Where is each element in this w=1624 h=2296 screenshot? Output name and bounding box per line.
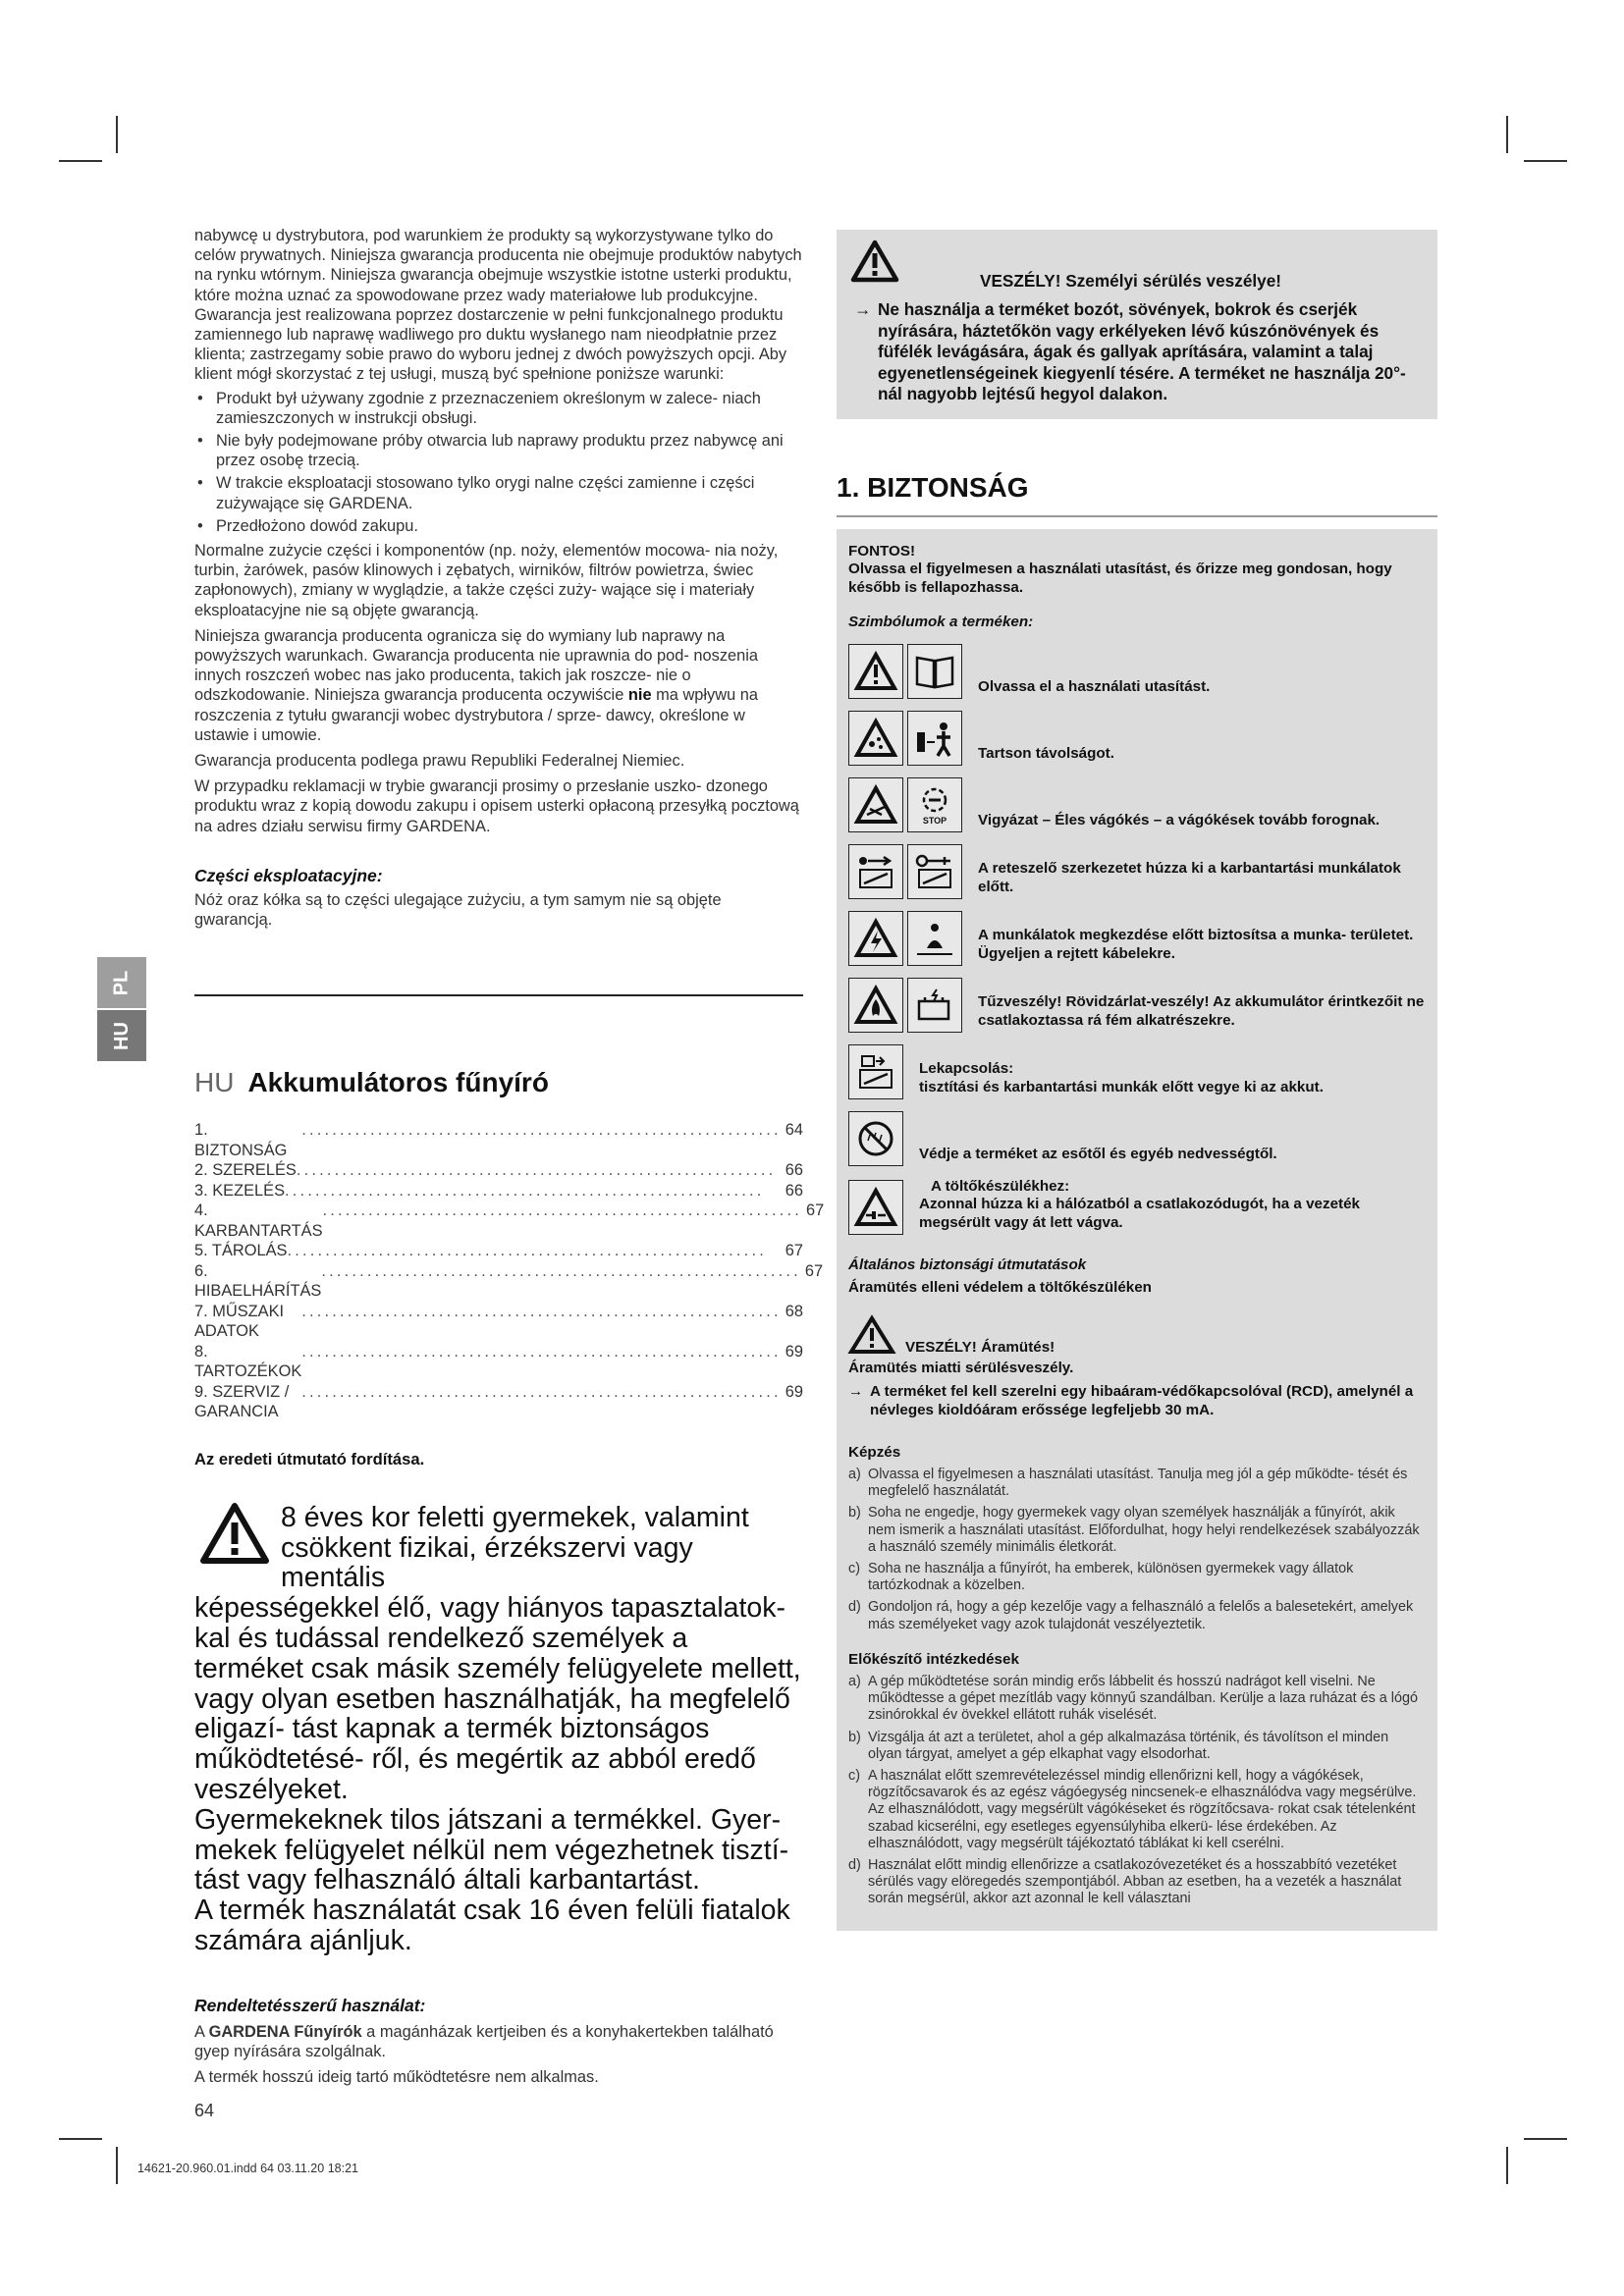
hidden-cable-icon xyxy=(907,911,962,966)
rotating-blade-stop-icon xyxy=(907,777,962,832)
print-footer: 14621-20.960.01.indd 64 03.11.20 18:21 xyxy=(137,2162,358,2175)
preparation-title: Előkészítő intézkedések xyxy=(848,1650,1019,1668)
crop-mark xyxy=(116,116,118,153)
important-text: Olvassa el figyelmesen a használati utasítást, és őrizze meg gondosan, hogy később is fellapozhassa. xyxy=(848,561,1392,597)
crop-mark xyxy=(1524,160,1567,162)
symbol-row: A munkálatok megkezdése előtt biztosítsa a munka- területet. Ügyeljen a rejtett kábelekre. xyxy=(848,911,1426,966)
toc-row[interactable]: 4. KARBANTARTÁS ............................................................... 67 xyxy=(194,1201,825,1240)
danger-text: → Ne használja a terméket bozót, sövények, bokrok és cserjék nyírására, háztetőkön vagy erkélyeken lévő kúszónövények és füfélék levágására, ágak és gallyak aprítására, valamint a talaj egyenetlenségeinek kiegyenlí tésére. A terméket ne használja 20°-nál nagyobb lejtésű hegyol dalakon. xyxy=(854,299,1420,405)
claim-paragraph: W przypadku reklamacji w trybie gwarancji prosimy o przesłanie uszko- dzonego produktu wraz z kopią dowodu zakupu i opisem usterki opłaconą przesyłką pocztową na adres działu serwisu firmy GARDENA. xyxy=(194,777,799,835)
list-item: • Nie były podejmowane próby otwarcia lub naprawy produktu przez nabywcę ani przez osobę trzecią. xyxy=(194,431,803,470)
wear-parts-title: Części eksploatacyjne: xyxy=(194,865,383,885)
danger-title: VESZÉLY! Személyi sérülés veszélye! xyxy=(980,271,1281,291)
divider xyxy=(194,994,803,996)
toc-row[interactable]: 3. KEZELÉS ............................................................... 66 xyxy=(194,1181,803,1200)
toc-row[interactable]: 5. TÁROLÁS ............................................................... 67 xyxy=(194,1242,803,1260)
toc-row[interactable]: 6. HIBAELHÁRÍTÁS ............................................................... 67 xyxy=(194,1261,824,1301)
page-number: 64 xyxy=(194,2101,215,2120)
toc-row[interactable]: 8. TARTOZÉKOK ............................................................... 69 xyxy=(194,1342,804,1381)
fire-hazard-icon xyxy=(848,978,903,1033)
important-label: FONTOS! xyxy=(848,542,916,560)
toc-row[interactable]: 2. SZERELÉS ............................................................... 66 xyxy=(194,1161,803,1180)
remove-battery-icon xyxy=(848,1044,903,1099)
training-list xyxy=(848,1467,1426,1633)
battery-contact-icon xyxy=(907,978,962,1033)
law-paragraph: Gwarancja producenta podlega prawu Republiki Federalnej Niemiec. xyxy=(194,752,685,771)
keep-distance-icon xyxy=(907,711,962,766)
limitation-paragraph: Niniejsza gwarancja producenta ogranicza się do wymiany lub naprawy na powyższych warunkach. Gwarancja producenta nie uprawnia do pod- noszenia innych roszczeń wobec nas jako producenta, takich jak roszcze- nie o odszkodowanie. Niniejsza gwarancja producenta oczywiście nie ma wpływu na roszczenia z tytułu gwarancji wobec dystrybutora / sprze- dawcy, określone w ustawie i umowie. xyxy=(194,626,759,744)
warning-icon xyxy=(848,1315,895,1360)
wear-paragraph: Normalne zużycie części i komponentów (np. noży, elementów mocowa- nia noży, turbin, żarówek, pasów klinowych i zębatych, wirników, filtrów powietrza, świec zapłonowych), zmiany w wyglądzie, a także części zuży- wające się i materiały eksploatacyjne nie są objęte gwarancją. xyxy=(194,542,779,619)
remove-key-icon xyxy=(848,844,903,899)
toc-row[interactable]: 9. SZERVIZ / GARANCIA ............................................................... 69 xyxy=(194,1382,803,1421)
list-item: b) Vizsgálja át azt a területet, ahol a gép alkalmazása történik, és távolítson el minden olyan tárgyat, amelyet a gép elkaphat vagy elsodorhat. xyxy=(848,1729,1389,1762)
list-item: • W trakcie eksploatacji stosowano tylko orygi nalne części zamienne i części zużywające się GARDENA. xyxy=(194,473,803,512)
shock-protection-subtitle: Áramütés elleni védelem a töltőkészüléken xyxy=(848,1278,1152,1296)
symbol-row: A reteszelő szerkezetet húzza ki a karbantartási munkálatok előtt. xyxy=(848,844,1426,899)
symbol-row: Tűzveszély! Rövidzárlat-veszély! Az akkumulátor érintkezőit ne csatlakoztassa rá fém alkatrészekre. xyxy=(848,978,1426,1033)
svg-text:STOP: STOP xyxy=(922,815,947,826)
left-column xyxy=(194,226,825,2087)
list-item: a) Olvassa el figyelmesen a használati utasítást. Tanulja meg jól a gép működte- tését és megfelelő használatát. xyxy=(848,1467,1408,1500)
manual-book-icon xyxy=(907,644,962,699)
general-safety-title: Általános biztonsági útmutatások xyxy=(848,1256,1087,1274)
unplug-charger-icon xyxy=(848,1180,903,1235)
blade-hazard-icon xyxy=(848,777,903,832)
intended-use-title: Rendeltetésszerű használat: xyxy=(194,1995,426,2015)
shock-warning: VESZÉLY! Áramütés! xyxy=(848,1315,1426,1360)
crop-mark xyxy=(59,2138,102,2140)
shock-instruction: → A terméket fel kell szerelni egy hibaáram-védőkapcsolóval (RCD), amelynél a névleges kioldóáram erőssége legfeljebb 30 mA. xyxy=(848,1383,1414,1419)
table-of-contents xyxy=(194,1120,825,1422)
symbol-row: A töltőkészülékhez: Azonnal húzza ki a hálózatból a csatlakozódugót, ha a vezeték megsérült vagy át lett vágva. xyxy=(848,1178,1426,1235)
safety-box xyxy=(837,529,1437,1931)
warning-icon xyxy=(848,644,903,699)
crop-mark xyxy=(1506,116,1508,153)
symbol-row: STOP Vigyázat – Éles vágókés – a vágókések tovább forognak. xyxy=(848,777,1426,832)
no-rain-icon xyxy=(848,1111,903,1166)
crop-mark xyxy=(1524,2138,1567,2140)
electric-hazard-icon xyxy=(848,911,903,966)
list-item: b) Soha ne engedje, hogy gyermekek vagy olyan személyek használják a fűnyírót, akik nem ismerik a használati utasítást. Előfordulhat, hogy helyi rendelkezések szabályozzák a használó személy minimális életkorát. xyxy=(848,1505,1420,1555)
shock-risk: Áramütés miatti sérülésveszély. xyxy=(848,1359,1074,1376)
intended-use-text: A GARDENA Fűnyírók a magánházak kertjeiben és a konyhakertekben található gyep nyírására szolgálnak. xyxy=(194,2022,774,2060)
warning-icon xyxy=(850,240,899,288)
training-title: Képzés xyxy=(848,1444,901,1462)
list-item: c) Soha ne használja a fűnyírót, ha emberek, különösen gyermekek vagy állatok tartózkodnak a közelben. xyxy=(848,1561,1354,1594)
tab-hu[interactable]: HU xyxy=(97,1010,146,1061)
debris-hazard-icon xyxy=(848,711,903,766)
symbols-title: Szimbólumok a terméken: xyxy=(848,613,1034,630)
crop-mark xyxy=(116,2147,118,2184)
warranty-conditions xyxy=(194,389,803,536)
preparation-list xyxy=(848,1674,1426,1908)
list-item: • Przedłożono dowód zakupu. xyxy=(194,516,803,536)
page-title: HU Akkumulátoros fűnyíró xyxy=(194,1067,549,1098)
warning-icon xyxy=(200,1503,269,1571)
maintenance-key-icon xyxy=(907,844,962,899)
section-title: 1. BIZTONSÁG xyxy=(837,472,1437,517)
list-item: d) Használat előtt mindig ellenőrizze a csatlakozóvezetéket és a hosszabbító vezetéket sérülés vagy elöregedés szempontjából. Abban az esetben, ha a vezeték a használat során megsérül, akkor azt azonnal le kell választani xyxy=(848,1856,1402,1907)
danger-box xyxy=(837,230,1437,419)
language-tabs xyxy=(97,957,146,1063)
symbol-row: Védje a terméket az esőtől és egyéb nedvességtől. xyxy=(848,1111,1426,1166)
right-column xyxy=(837,230,1437,1931)
list-item: d) Gondoljon rá, hogy a gép kezelője vagy a felhasználó a felelős a balesetekért, amelyek más személyeket vagy azok tulajdonát veszélyeztetik. xyxy=(848,1599,1414,1632)
translation-note: Az eredeti útmutató fordítása. xyxy=(194,1449,425,1468)
warranty-intro: nabywcę u dystrybutora, pod warunkiem że produkty są wykorzystywane tylko do celów prywatnych. Niniejsza gwarancja producenta nie obejmuje produktów nabytych na rynku wtórnym. Niniejsza gwarancja obejmuje wszystkie istotne usterki produktu, które można uznać za spowodowane przez wady materiałowe lub produkcyjne. Gwarancja jest realizowana poprzez dostarczenie w pełni funkcjonalnego produktu zamiennego lub naprawę wadliwego pro duktu wysłanego nam nieodpłatnie przez klienta; zastrzegamy sobie prawo do wyboru jednej z dwóch powyższych opcji. Aby klient mógł skorzystać z tej usługi, muszą być spełnione poniższe warunki: xyxy=(194,227,802,384)
wear-parts-text: Nóż oraz kółka są to części ulegające zużyciu, a tym samym nie są objęte gwarancją. xyxy=(194,890,722,930)
toc-row[interactable]: 7. MŰSZAKI ADATOK ............................................................... 68 xyxy=(194,1302,803,1341)
crop-mark xyxy=(1506,2147,1508,2184)
symbol-row: Olvassa el a használati utasítást. xyxy=(848,644,1426,699)
children-warning: 8 éves kor feletti gyermekek, valamint csökkent fizikai, érzékszervi vagy mentális képességekkel élő, vagy hiányos tapasztalatok- kal és tudással rendelkező személyek a terméket csak másik személy felügyelete mellett, vagy olyan esetben használhatják, ha megfelelő eligazí- tást kapnak a termék biztonságos működtetésé- ről, és megértik az abból eredő veszélyeket. Gyermekeknek tilos játszani a termékkel. Gyer- mekek felügyelet nélkül nem végezhetnek tisztí- tást vagy felhasználó általi karbantartást. A termék használatát csak 16 éven felüli fiatalok számára ajánljuk. xyxy=(194,1501,801,1956)
list-item: a) A gép működtetése során mindig erős lábbelit és hosszú nadrágot kell viselni. Ne működtesse a gépet mezítláb vagy könnyű szandálban. Kerülje a laza ruházat és a lógó zsinórokkal év övekkel ellátott ruhák viselését. xyxy=(848,1673,1418,1724)
list-item: • Produkt był używany zgodnie z przeznaczeniem określonym w zalece- niach zamieszczonych w instrukcji obsługi. xyxy=(194,389,803,428)
crop-mark xyxy=(59,160,102,162)
list-item: c) A használat előtt szemrevételezéssel mindig ellenőrizni kell, hogy a vágókések, rögzítőcsavarok és az egész vágóegység nincsenek-e elhasználódva vagy megsérülve. Az elhasználódott, vagy megsérült vágókéseket és rögzítőcsava- rokat csak tételenként szabad kicserélni, egy esetleges egyensúlyhiba elkerü- lése érdekében. Az elhasználódott, vagy megsérült tájékoztató táblákat ki kell cserélni. xyxy=(848,1767,1417,1851)
symbol-row: Tartson távolságot. xyxy=(848,711,1426,766)
intended-use-note: A termék hosszú ideig tartó működtetésre nem alkalmas. xyxy=(194,2068,599,2087)
toc-row[interactable]: 1. BIZTONSÁG ............................................................... 64 xyxy=(194,1121,803,1159)
tab-pl[interactable]: PL xyxy=(97,957,146,1008)
symbol-row: Lekapcsolás: tisztítási és karbantartási munkák előtt vegye ki az akkut. xyxy=(848,1044,1426,1099)
